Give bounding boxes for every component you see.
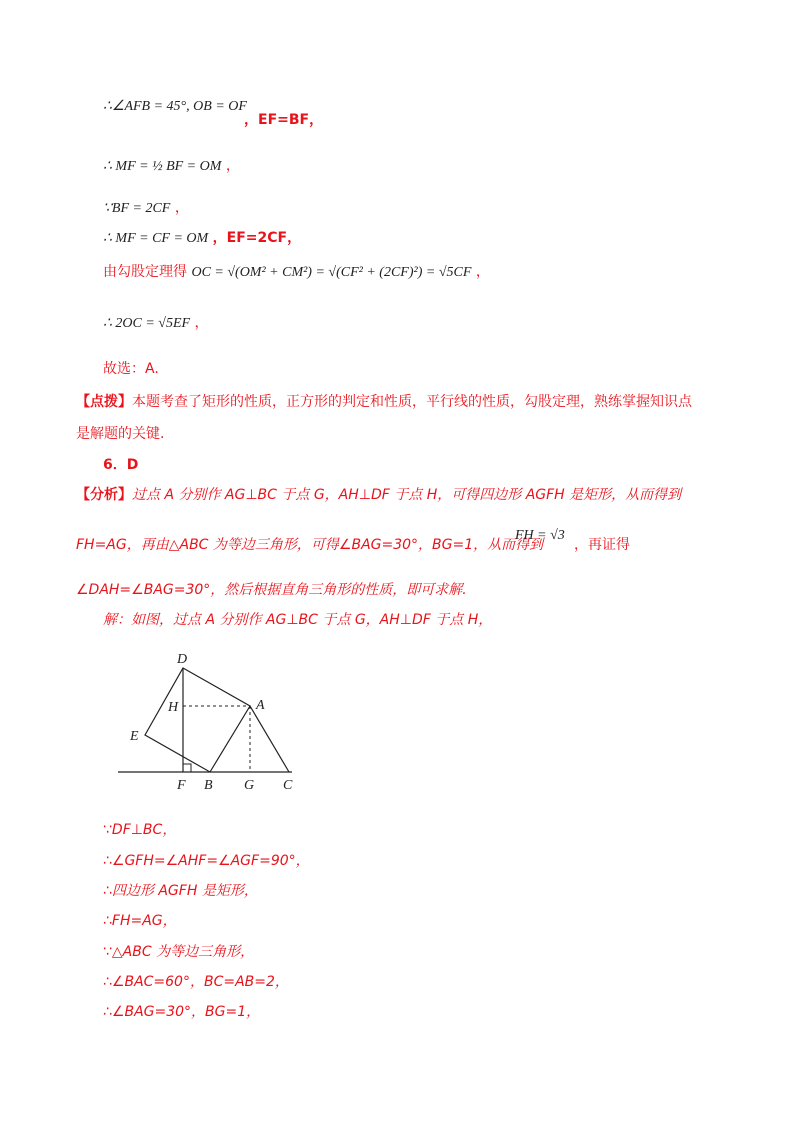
square-DABE bbox=[145, 668, 250, 772]
step-3: ∴四边形 AGFH 是矩形， bbox=[103, 883, 258, 899]
label-A: A bbox=[256, 698, 265, 713]
math-expression: ∴ 2OC = √5EF bbox=[103, 316, 191, 331]
proof-line-2: ∴ MF = ½ BF = OM ， bbox=[103, 158, 240, 174]
math-expression: ∴∠AFB = 45°, OB = OF bbox=[103, 99, 247, 114]
right-angle-mark bbox=[183, 764, 191, 772]
label-C: C bbox=[283, 778, 293, 793]
answer-choice: 故选：A. bbox=[103, 361, 159, 377]
step-7: ∴∠BAG=30°，BG=1， bbox=[103, 1004, 261, 1020]
step-4: ∴FH=AG， bbox=[103, 913, 177, 929]
step-5: ∵△ABC 为等边三角形， bbox=[103, 944, 255, 960]
proof-line-4: ∴ MF = CF = OM ，EF=2CF， bbox=[103, 230, 302, 246]
math-expression: ∴ MF = ½ BF = OM bbox=[103, 159, 222, 174]
label-F: F bbox=[177, 778, 186, 793]
proof-line-1-tail: ，EF=BF， bbox=[244, 112, 324, 128]
label-G: G bbox=[244, 778, 255, 793]
proof-line-3: ∵BF = 2CF ， bbox=[103, 200, 189, 216]
segment-AC bbox=[250, 706, 289, 772]
step-2: ∴∠GFH=∠AHF=∠AGF=90°， bbox=[103, 853, 310, 869]
tip-paragraph-line-1: 【点拨】本题考查了矩形的性质，正方形的判定和性质，平行线的性质，勾股定理，熟练掌握知识点 bbox=[76, 394, 692, 410]
proof-line-6: ∴ 2OC = √5EF ， bbox=[103, 315, 209, 331]
tip-label: 【点拨】 bbox=[76, 394, 132, 410]
label-D: D bbox=[177, 652, 188, 667]
label-H: H bbox=[168, 700, 179, 715]
proof-line-5: 由勾股定理得 OC = √(OM² + CM²) = √(CF² + (2CF)²) = √5CF ， bbox=[103, 264, 490, 280]
analysis-line-2: FH=AG，再由△ABC 为等边三角形，可得∠BAG=30°，BG=1，从而得到 bbox=[76, 537, 544, 553]
step-6: ∴∠BAC=60°，BC=AB=2， bbox=[103, 974, 289, 990]
math-expression: FH = √3 bbox=[515, 528, 565, 543]
label-B: B bbox=[204, 778, 213, 793]
step-1: ∵DF⊥BC， bbox=[103, 822, 177, 838]
analysis-label: 【分析】 bbox=[76, 487, 132, 503]
math-expression: ∴ MF = CF = OM bbox=[103, 231, 209, 246]
math-expression: OC = √(OM² + CM²) = √(CF² + (2CF)²) = √5CF bbox=[191, 265, 472, 280]
label-E: E bbox=[130, 729, 139, 744]
math-expression: ∵BF = 2CF bbox=[103, 201, 171, 216]
analysis-line-2-tail: ，再证得 bbox=[574, 537, 630, 553]
analysis-line-3: ∠DAH=∠BAG=30°，然后根据直角三角形的性质，即可求解. bbox=[76, 582, 467, 598]
analysis-line-1: 【分析】过点 A 分别作 AG⊥BC 于点 G，AH⊥DF 于点 H，可得四边形 AGFH 是矩形，从而得到 bbox=[76, 487, 682, 503]
tip-paragraph-line-2: 是解题的关键. bbox=[76, 426, 165, 442]
solution-line: 解：如图，过点 A 分别作 AG⊥BC 于点 G，AH⊥DF 于点 H， bbox=[103, 612, 493, 628]
question-6-heading: 6．D bbox=[103, 457, 139, 473]
